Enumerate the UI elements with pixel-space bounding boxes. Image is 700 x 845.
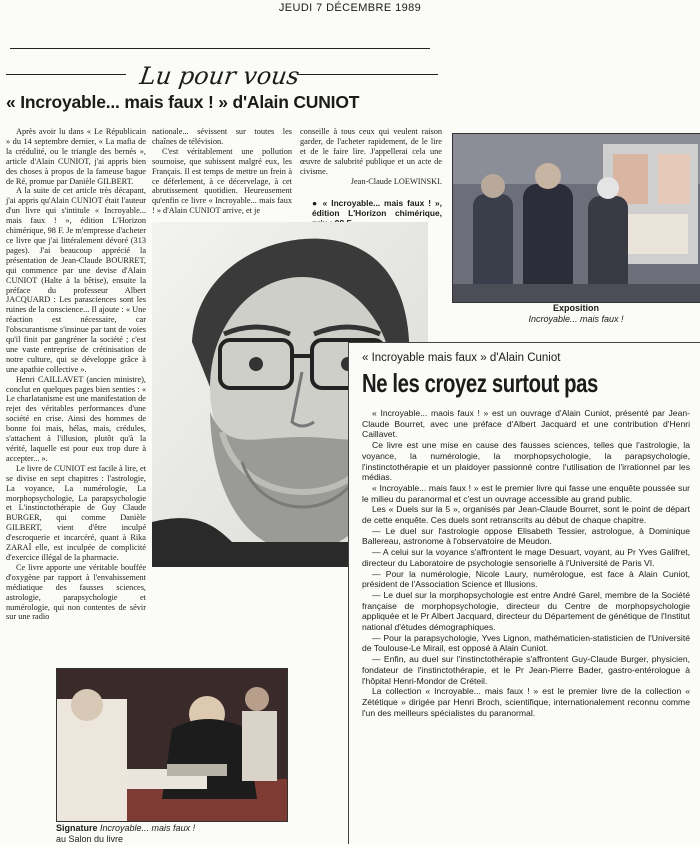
review-title: Ne les croyez surtout pas bbox=[362, 368, 598, 398]
letter-paragraph: Le livre de CUNIOT est facile à lire, et se divise en sept chapitres : l'astrologie, La voyance, La numérologie, La morphopsychologie, La parapsychologie et L'instinctothérapie de Guy Claude BURGER, qui comme Danièle GILBERT, vient d'être inculpé d'escroquerie et incarcéré, quant à Rika ZARAÏ elle, est inculpée de complicité d'exercice illégal de la pharmacie. bbox=[6, 463, 147, 562]
review-paragraph: Les « Duels sur la 5 », organisés par Jean-Claude Bourret, sont le point de départ de cette enquête. Ces duels sont retranscrits au début de chaque chapitre. bbox=[362, 504, 690, 526]
rubric-title: Lu pour vous bbox=[138, 62, 302, 90]
article-headline: « Incroyable... mais faux ! » d'Alain CUNIOT bbox=[6, 92, 360, 112]
page-date: JEUDI 7 DÉCEMBRE 1989 bbox=[278, 2, 422, 14]
letter-paragraph: Ce livre apporte une véritable bouffée d'oxygène par rapport à l'envahissement médiatique des fausses sciences, astrologie, parapsychologie et numérologie, qui non contentes de sévir sur une radio bbox=[6, 562, 146, 622]
book-signing-photo bbox=[56, 668, 288, 822]
review-paragraph: — Enfin, au duel sur l'instinctothérapie s'affrontent Guy-Claude Burger, physicien, fondateur de l'instinctothérapie, et le Pr Jean-Pierre Bader, gastro-entérologue à l'hôpital Henri-Mondor de Créteil. bbox=[362, 654, 690, 686]
signing-caption bbox=[56, 823, 296, 845]
signing-caption-title: Incroyable... mais faux ! bbox=[100, 823, 196, 833]
review-paragraph: La collection « Incroyable... mais faux ! » est le premier livre de la collection « Zététique » dirigée par Henri Broch, scientifique, internationalement reconnu comme l'un des meilleurs spécialistes du paranormal. bbox=[362, 686, 690, 718]
letter-column-2 bbox=[152, 127, 292, 216]
top-rule bbox=[10, 48, 430, 49]
review-paragraph: — Le duel sur la morphopsychologie est entre André Garel, membre de la Société française de morphopsychologie, directeur du Centre de morphopsychologie appliquée et le Pr Albert Jacquard, directeur du Département de génétique de l'Institut national d'études démographiques. bbox=[362, 589, 690, 633]
letter-column-3 bbox=[300, 127, 442, 228]
letter-paragraph: A la suite de cet article très décapant, j'ai appris qu'Alain CUNIOT était l'auteur d'un livre qui s'intitule « Incroyable... mais faux ! », édition L'Horizon chimérique, 98 F. Je m'empresse d'acheter ce livre que j'ai littéralement dévoré (313 pages). J'ai beaucoup apprécié la présentation de Jean-Claude BOURRET, qui commence par une devise d'Alain CUNIOT (Halte à la bêtise), ensuite la préface du professeur Albert JACQUARD : Les parasciences sont les ruines de la conscience... Il ajoute : « Une réaction est nécessaire, car l'obscurantisme s'insinue par tant de voies qu'il finit par gangréner la société ; c'est une vaste entreprise de crétinisation de notre culture, qui se développe grâce à une apathie collective ». bbox=[6, 186, 146, 374]
letter-column-1 bbox=[6, 127, 146, 622]
review-paragraph: — Pour la numérologie, Nicole Laury, numérologue, est face à Alain Cuniot, président de l'Association Science et Illusions. bbox=[362, 568, 690, 590]
letter-paragraph: conseille à tous ceux qui veulent raison garder, de l'acheter rapidement, de le lire et de le faire lire. J'appellerai cela une œuvre de salubrité publique et un acte de civisme. bbox=[300, 127, 442, 176]
letter-signature: Jean-Claude LOEWINSKI. bbox=[350, 176, 442, 186]
review-body bbox=[362, 408, 690, 718]
review-kicker: « Incroyable mais faux » d'Alain Cuniot bbox=[362, 352, 561, 364]
exposition-caption bbox=[452, 303, 700, 325]
review-paragraph: « Incroyable... maois faux ! » est un ouvrage d'Alain Cuniot, présenté par Jean-Claude Bourret, avec une préface d'Albert Jacquard et une contribution d'Henri Caillavet. bbox=[362, 408, 690, 440]
letter-paragraph: nationale... sévissent sur toutes les chaînes de télévision. bbox=[152, 127, 292, 146]
exposition-caption-subtitle: Incroyable... mais faux ! bbox=[528, 314, 624, 324]
letter-paragraph: Après avoir lu dans « Le Républicain » du 14 septembre dernier, « La mafia de la crédulité, ou le triangle des bernés », article d'Alain CUNIOT, j'ai appris bien des choses à propos de la fameuse bague de Ré, promue par Danièle GILBERT. bbox=[6, 127, 146, 186]
review-paragraph: — Pour la parapsychologie, Yves Lignon, mathématicien-statisticien de l'Université de Toulouse-Le Mirail, est opposé à Alain Cuniot. bbox=[362, 632, 690, 654]
signing-caption-suffix: au Salon du livre bbox=[56, 834, 124, 844]
review-paragraph: — A celui sur la voyance s'affrontent le mage Desuart, voyant, au Pr Yves Galifret, directeur du Laboratoire de psychologie sensorielle à l'Université de Paris VI. bbox=[362, 547, 690, 568]
letter-paragraph: Henri CAILLAVET (ancien ministre), conclut en quelques pages bien senties : « Le charlatanisme est une manifestation de rejet des véritables performances d'une société en crise. Ainsi des hommes de bonne foi mais, hélas, mais, crédules, s'attachent à l'illusion, plutôt qu'à la vérité, laquelle est pour eux trop dure à accepter... ». bbox=[6, 374, 146, 463]
review-paragraph: « Incroyable... mais faux ! » est le premier livre qui fasse une enquête poussée sur le milieu du paranormal et c'est un ouvrage accessible au grand public. bbox=[362, 482, 690, 504]
book-reference: ● « Incroyable... mais faux ! », édition L'Horizon chimérique, bbox=[312, 198, 442, 219]
exposition-photo bbox=[452, 133, 700, 303]
signing-caption-prefix: Signature bbox=[56, 823, 98, 833]
letter-paragraph: C'est véritablement une pollution sournoise, que subissent malgré eux, les Français. Il est temps de mettre un frein à ce déferlement, à ce décervelage, à cet abrutissement quotidien. Heureusement qu'enfin ce livre « Incroyable... mais faux ! » d'Alain CUNIOT arrive, et je bbox=[152, 146, 292, 216]
review-paragraph: Ce livre est une mise en cause des fausses sciences, telles que l'astrologie, la voyance, la numérologie, la morphopsychologie, la parapsychologie, l'instinctothérapie et un plaidoyer passionné contre l'utilisation de l'irrationnel par les médias. bbox=[362, 440, 690, 483]
rubric-rule-right bbox=[298, 74, 438, 75]
review-paragraph: — Le duel sur l'astrologie oppose Elisabeth Tessier, astrologue, à Dominique Ballereau, astronome à l'observatoire de Meudon. bbox=[362, 525, 690, 547]
exposition-caption-title: Exposition bbox=[552, 303, 599, 313]
rubric-rule-left bbox=[6, 74, 126, 75]
